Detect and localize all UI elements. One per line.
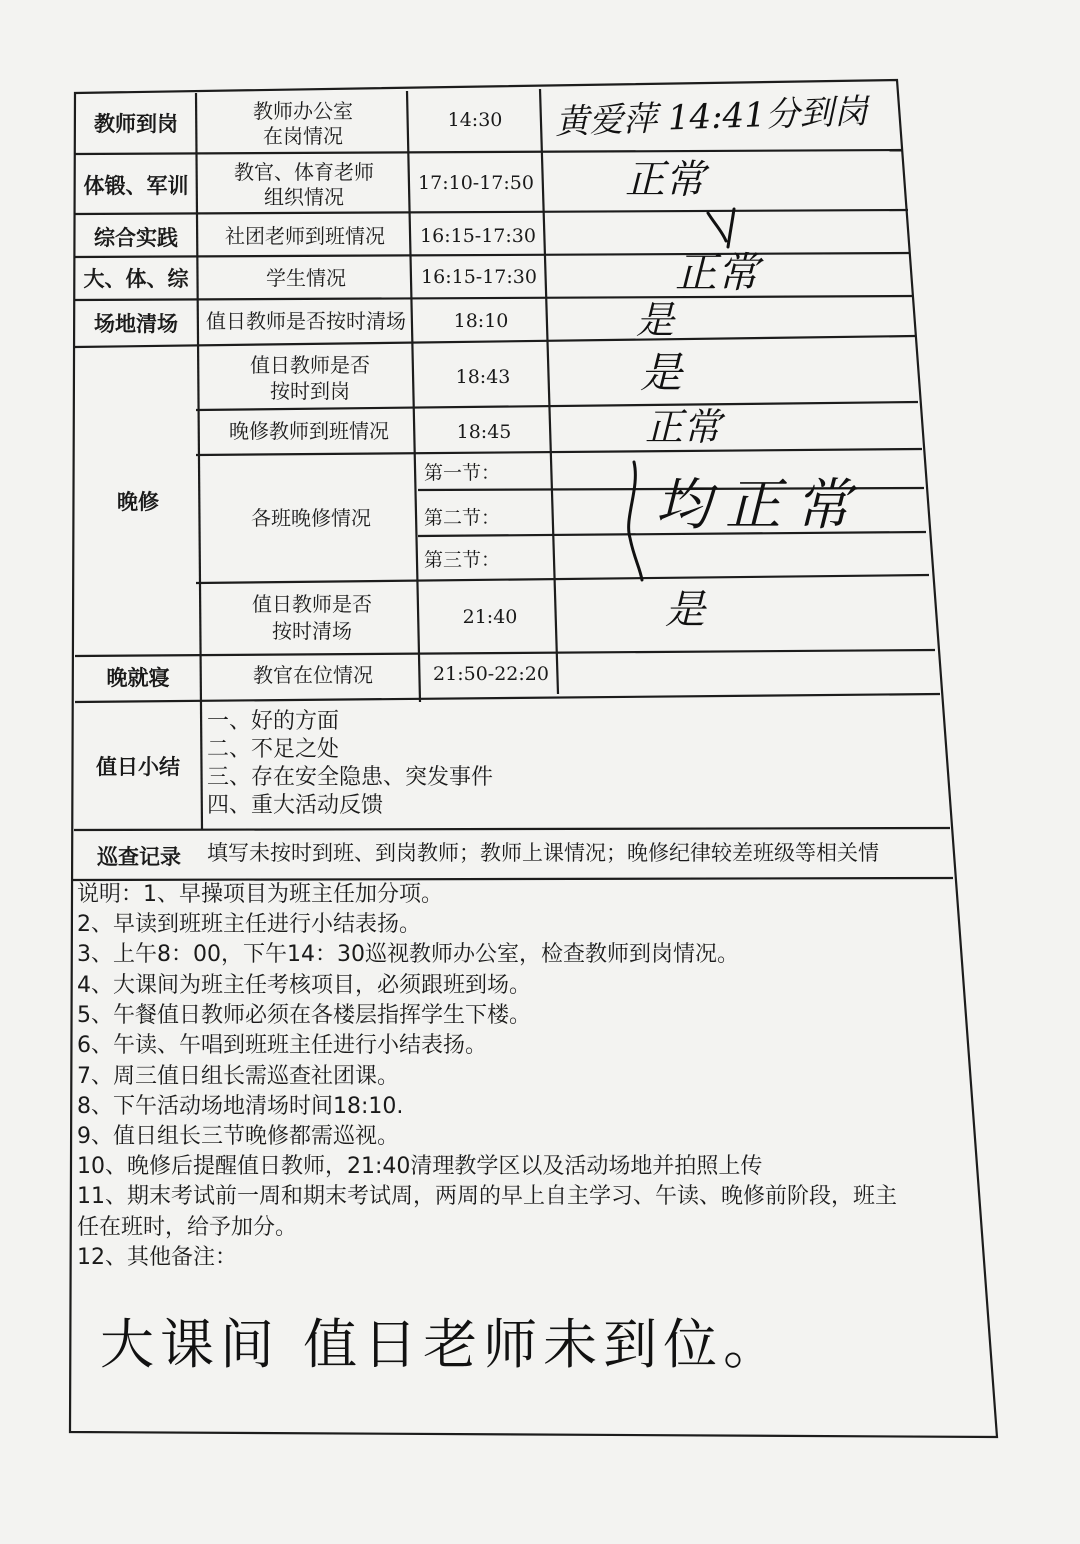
category-venue-clear: 场地清场 <box>94 311 178 336</box>
category-summary: 值日小结 <box>96 754 180 779</box>
note-line-2: 2、早读到班班主任进行小结表扬。 <box>77 912 421 937</box>
item-practice: 社团老师到班情况 <box>225 224 385 248</box>
record-class-status: 均正常 <box>655 473 865 538</box>
period-2-label: 第二节： <box>424 507 501 529</box>
item-teacher-arrival-line1: 教师办公室 <box>253 99 353 123</box>
category-practice: 综合实践 <box>94 225 178 250</box>
record-teacher-arrival: 黄爱萍 14:41分到岗 <box>554 91 869 143</box>
record-evening-teacher: 正常 <box>645 405 722 449</box>
note-line-9: 9、值日组长三节晚修都需巡视。 <box>77 1124 399 1149</box>
category-pe-training: 体锻、军训 <box>83 173 189 198</box>
item-duty-clear-line1: 值日教师是否 <box>252 592 372 616</box>
patrol-text: 填写未按时到班、到岗教师；教师上课情况；晚修纪律较差班级等相关情 <box>207 841 879 865</box>
category-students: 大、体、综 <box>83 266 189 291</box>
time-duty-clear: 21:40 <box>462 606 518 628</box>
item-duty-arrival-line1: 值日教师是否 <box>250 353 370 377</box>
note-line-4: 4、大课间为班主任考核项目，必须跟班到场。 <box>77 973 531 998</box>
time-bedtime: 21:50-22:20 <box>433 663 549 685</box>
item-pe-training-line1: 教官、体育老师 <box>234 160 374 184</box>
summary-line-3: 三、存在安全隐患、突发事件 <box>207 765 494 790</box>
ditto-mark <box>700 203 750 253</box>
item-venue-clear: 值日教师是否按时清场 <box>206 309 406 333</box>
period-3-label: 第三节： <box>424 549 501 571</box>
category-evening-study: 晚修 <box>117 489 159 514</box>
note-line-1: 说明：1、早操项目为班主任加分项。 <box>77 882 443 907</box>
note-line-11: 11、期末考试前一周和期末考试周，两周的早上自主学习、午读、晚修前阶段，班主 <box>77 1184 897 1209</box>
period-1-label: 第一节： <box>424 462 501 484</box>
category-bedtime: 晚就寝 <box>106 665 170 690</box>
item-students: 学生情况 <box>266 266 346 290</box>
note-line-8: 8、下午活动场地清场时间18:10. <box>77 1094 404 1119</box>
note-line-3: 3、上午8：00，下午14：30巡视教师办公室，检查教师到岗情况。 <box>77 942 739 967</box>
time-pe-training: 17:10-17:50 <box>418 172 534 194</box>
brace-mark <box>620 458 660 583</box>
time-duty-arrival: 18:43 <box>455 366 511 388</box>
summary-line-2: 二、不足之处 <box>207 737 340 762</box>
note-line-10: 10、晚修后提醒值日教师，21:40清理教学区以及活动场地并拍照上传 <box>77 1154 763 1179</box>
time-practice: 16:15-17:30 <box>420 225 536 247</box>
note-line-13: 12、其他备注： <box>77 1245 237 1270</box>
note-line-6: 6、午读、午唱到班班主任进行小结表扬。 <box>77 1033 487 1058</box>
item-teacher-arrival-line2: 在岗情况 <box>263 124 343 148</box>
record-duty-clear: 是 <box>665 587 705 633</box>
handwritten-remark: 大课间 值日老师未到位。 <box>100 1313 784 1376</box>
summary-line-4: 四、重大活动反馈 <box>207 793 384 818</box>
summary-line-1: 一、好的方面 <box>207 709 340 734</box>
time-evening-teacher: 18:45 <box>456 421 512 443</box>
category-teacher-arrival: 教师到岗 <box>94 111 178 136</box>
item-class-status: 各班晚修情况 <box>251 506 371 530</box>
record-duty-arrival: 是 <box>640 348 683 397</box>
time-venue-clear: 18:10 <box>453 310 509 332</box>
note-line-5: 5、午餐值日教师必须在各楼层指挥学生下楼。 <box>77 1003 531 1028</box>
item-bedtime: 教官在位情况 <box>253 663 373 687</box>
time-students: 16:15-17:30 <box>421 266 537 288</box>
time-teacher-arrival: 14:30 <box>447 109 503 131</box>
category-patrol: 巡查记录 <box>97 844 181 869</box>
note-line-12: 任在班时，给予加分。 <box>77 1215 298 1240</box>
item-duty-arrival-line2: 按时到岗 <box>270 379 350 403</box>
item-evening-teacher: 晚修教师到班情况 <box>229 419 389 443</box>
note-line-7: 7、周三值日组长需巡查社团课。 <box>77 1064 399 1089</box>
item-duty-clear-line2: 按时清场 <box>272 619 352 643</box>
record-venue-clear: 是 <box>636 298 675 342</box>
item-pe-training-line2: 组织情况 <box>264 185 344 209</box>
record-students: 正常 <box>675 248 760 297</box>
record-pe-training: 正常 <box>625 157 705 203</box>
